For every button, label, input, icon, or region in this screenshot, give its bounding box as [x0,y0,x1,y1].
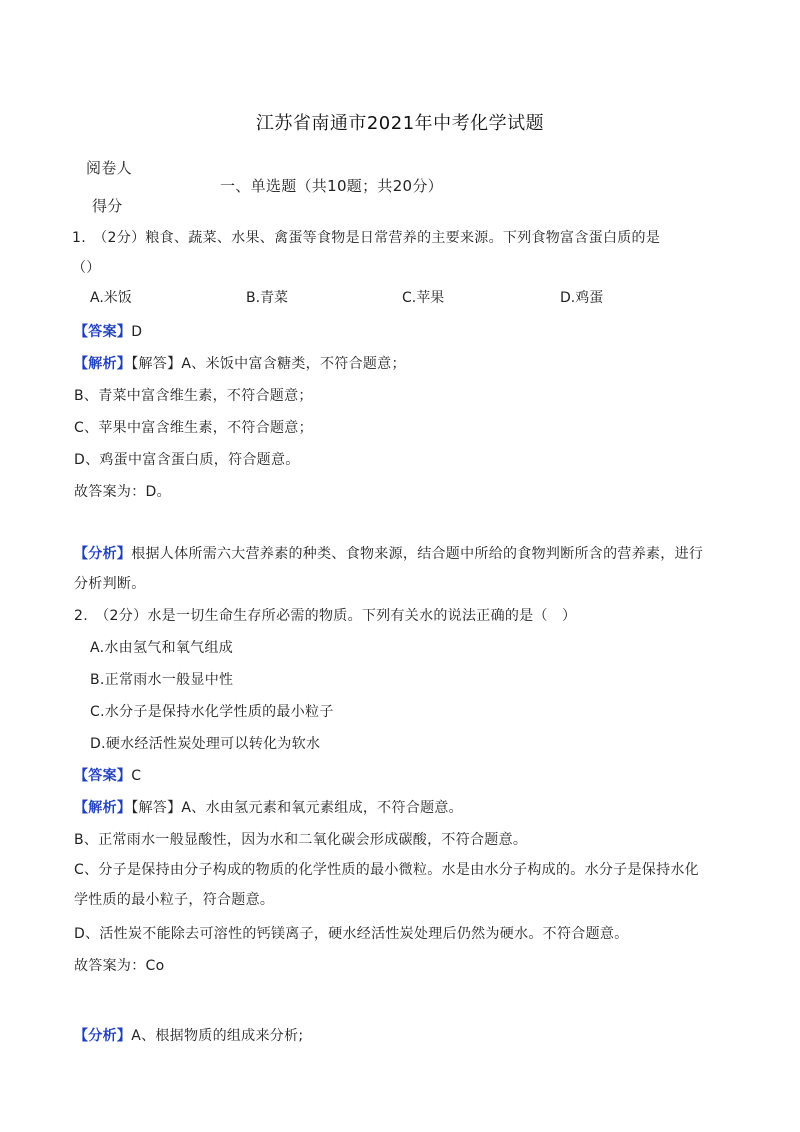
q2-explain-line-6: 故答案为：Co [74,958,165,974]
q1-stem: 1. （2分）粮食、蔬菜、水果、禽蛋等食物是日常营养的主要来源。下列食物富含蛋白质的是 [72,230,661,246]
q2-explain-line-2: B、正常雨水一般显酸性，因为水和二氧化碳会形成碳酸，不符合题意。 [74,832,528,848]
q1-stem-cont: （） [72,260,101,276]
q2-option-b: B.正常雨水一般显中性 [90,672,234,688]
analysis-detail-label: 【分析】 [74,1028,132,1044]
q2-analysis-line-1 [74,1026,303,1046]
q2-answer-value: C [131,768,142,784]
q2-analysis-text: A、根据物质的组成来分析; [131,1028,304,1044]
q1-explain-line-5: 故答案为：D。 [74,484,171,500]
q1-explain-text-1: 【解答】A、米饭中富含糖类，不符合题意； [131,356,406,372]
q1-answer-value: D [131,324,143,340]
q1-analysis-line-2: 分析判断。 [74,576,146,592]
q1-option-d: D.鸡蛋 [560,290,604,306]
q2-explain-line-5: D、活性炭不能除去可溶性的钙镁离子，硬水经活性炭处理后仍然为硬水。不符合题意。 [74,926,629,942]
q2-option-d: D.硬水经活性炭处理可以转化为软水 [90,736,321,752]
q2-explain-text-1: 【解答】A、水由氢元素和氧元素组成，不符合题意。 [131,800,463,816]
q2-option-c: C.水分子是保持水化学性质的最小粒子 [90,704,334,720]
q1-explain-line-2: B、青菜中富含维生素，不符合题意； [74,388,313,404]
q2-explain-line-1 [74,798,463,818]
section-heading: 一、单选题（共10题；共20分） [220,177,443,195]
q2-stem: 2. （2分）水是一切生命生存所必需的物质。下列有关水的说法正确的是（ ） [74,608,577,624]
q1-analysis-text: 根据人体所需六大营养素的种类、食物来源，结合题中所给的食物判断所含的营养素，进行 [131,546,704,562]
q1-option-c: C.苹果 [402,290,445,306]
q1-explain-line-1 [74,354,406,374]
page-title: 江苏省南通市2021年中考化学试题 [255,113,545,134]
q2-explain-line-4: 学性质的最小粒子，符合题意。 [74,892,275,908]
analysis-label: 【解析】 [74,356,132,372]
q2-option-a: A.水由氢气和氧气组成 [90,640,234,656]
q1-explain-line-4: D、鸡蛋中富含蛋白质，符合题意。 [74,452,300,468]
q2-answer-line [74,766,141,786]
analysis-detail-label: 【分析】 [74,546,132,562]
answer-label: 【答案】 [74,324,132,340]
q1-analysis-line-1 [74,544,703,564]
q2-explain-line-3: C、分子是保持由分子构成的物质的化学性质的最小微粒。水是由水分子构成的。水分子是保持水化 [74,862,699,878]
q1-explain-line-3: C、苹果中富含维生素，不符合题意； [74,420,313,436]
q1-option-b: B.青菜 [246,290,289,306]
score-label: 得分 [92,197,123,215]
q1-answer-line [74,322,142,342]
analysis-label: 【解析】 [74,800,132,816]
answer-label: 【答案】 [74,768,132,784]
q1-option-a: A.米饭 [90,290,132,306]
reviewer-label: 阅卷人 [86,159,132,177]
